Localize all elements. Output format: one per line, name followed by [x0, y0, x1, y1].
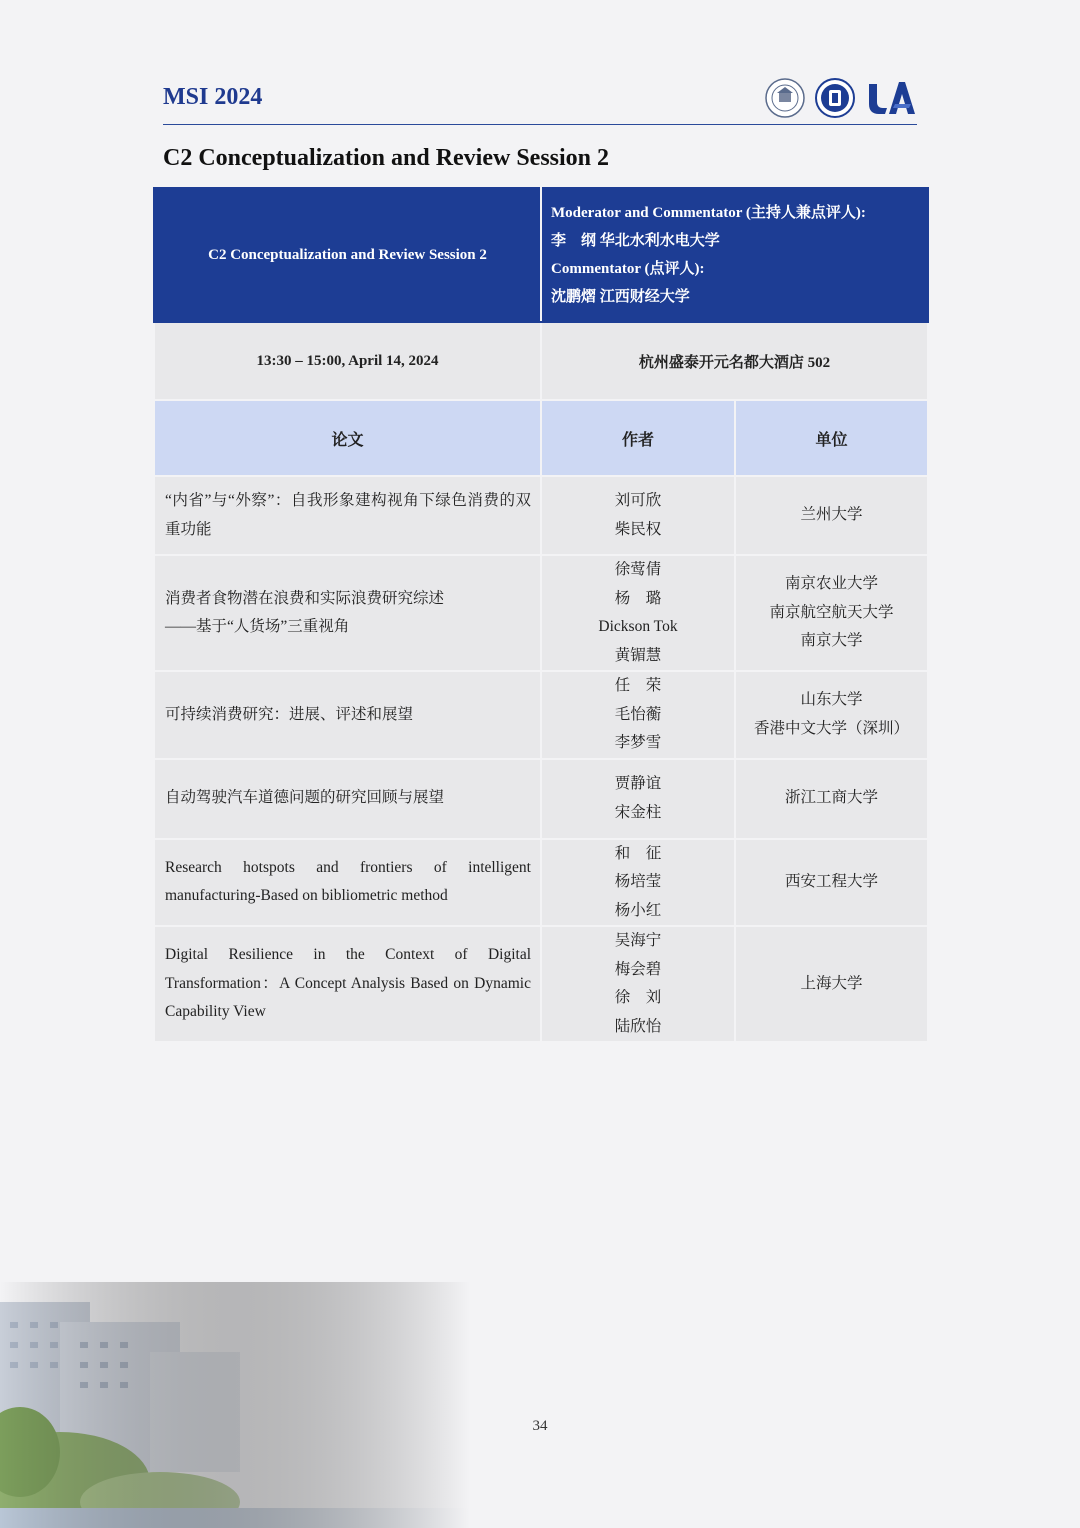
commentator-name: 沈鹏熠 江西财经大学: [551, 289, 690, 305]
ua-logo: [865, 78, 917, 118]
author-name: 和 征: [614, 844, 662, 862]
table-row: [154, 476, 928, 555]
paper-title-line: 消费者食物潜在浪费和实际浪费研究综述: [165, 589, 445, 607]
moderator-label: Moderator and Commentator (主持人兼点评人):: [551, 205, 866, 221]
paper-affiliations: [735, 926, 928, 1042]
paper-affiliations: [735, 759, 928, 839]
table-row: [154, 555, 928, 671]
brand-title: MSI 2024: [163, 84, 263, 110]
author-name: 黄镅慧: [614, 646, 662, 664]
page-header: [163, 72, 917, 125]
author-name: 吴海宁: [614, 932, 662, 949]
page-number: 34: [532, 1418, 548, 1434]
column-header-authors: 作者: [541, 400, 735, 476]
author-name: 陆欣怡: [614, 1017, 662, 1035]
paper-title: 可持续消费研究：进展、评述和展望: [154, 671, 541, 759]
affiliation-name: 浙江工商大学: [785, 789, 879, 807]
moderator-cell: [541, 188, 928, 322]
author-name: 李梦雪: [614, 734, 662, 751]
table-row: [154, 926, 928, 1042]
affiliation-name: 兰州大学: [800, 506, 863, 524]
column-header-row: [154, 400, 928, 476]
session-header-row: [154, 188, 928, 322]
author-name: 徐莺倩: [614, 561, 662, 578]
institute-seal-logo: [815, 78, 855, 118]
session-time: 13:30 – 15:00, April 14, 2024: [154, 322, 541, 400]
affiliation-name: 南京航空航天大学: [769, 603, 894, 621]
session-table: [153, 187, 929, 1043]
paper-title: [154, 555, 541, 671]
column-header-affiliation: 单位: [735, 400, 928, 476]
paper-title: Digital Resilience in the Context of Digital Transformation：A Concept Analysis Based on Dynamic Capability View: [154, 926, 541, 1042]
author-name: 杨培莹: [614, 873, 662, 890]
column-header-paper: 论文: [154, 400, 541, 476]
paper-affiliations: [735, 476, 928, 555]
page-title: C2 Conceptualization and Review Session 2: [163, 145, 610, 171]
paper-authors: [541, 476, 735, 555]
author-name: 徐 刘: [614, 989, 662, 1006]
author-name: 杨 璐: [614, 589, 662, 607]
campus-watermark-image: [0, 1282, 470, 1528]
moderator-name: 李 纲 华北水利水电大学: [551, 233, 720, 249]
paper-authors: [541, 671, 735, 759]
affiliation-name: 山东大学: [800, 691, 863, 709]
affiliation-name: 南京大学: [800, 632, 863, 650]
paper-title: 自动驾驶汽车道德问题的研究回顾与展望: [154, 759, 541, 839]
university-seal-logo: [765, 78, 805, 118]
affiliation-name: 香港中文大学（深圳）: [754, 719, 910, 737]
author-name: 杨小红: [614, 901, 662, 919]
author-name: 毛怡蘅: [614, 705, 662, 723]
paper-affiliations: [735, 671, 928, 759]
commentator-label: Commentator (点评人):: [551, 261, 705, 277]
paper-affiliations: [735, 555, 928, 671]
affiliation-name: 西安工程大学: [785, 873, 879, 890]
author-name: 刘可欣: [614, 492, 662, 509]
logo-group: [765, 76, 917, 120]
time-venue-row: [154, 322, 928, 400]
paper-affiliations: [735, 839, 928, 927]
paper-authors: [541, 759, 735, 839]
author-name: 任 荣: [614, 677, 662, 694]
paper-authors: [541, 839, 735, 927]
paper-title-line: ——基于“人货场”三重视角: [165, 618, 350, 635]
author-name: 柴民权: [614, 520, 662, 538]
affiliation-name: 上海大学: [800, 974, 863, 992]
affiliation-name: 南京农业大学: [785, 575, 879, 593]
author-name: 贾静谊: [614, 775, 662, 792]
session-title: C2 Conceptualization and Review Session 2: [154, 188, 541, 322]
author-name: Dickson Tok: [598, 618, 678, 635]
table-row: [154, 839, 928, 927]
table-row: [154, 759, 928, 839]
paper-authors: [541, 555, 735, 671]
session-venue: 杭州盛泰开元名都大酒店 502: [541, 322, 928, 400]
paper-title: Research hotspots and frontiers of intelligent manufacturing-Based on bibliometric method: [154, 839, 541, 927]
author-name: 宋金柱: [614, 803, 662, 821]
paper-authors: [541, 926, 735, 1042]
paper-title: “内省”与“外察”：自我形象建构视角下绿色消费的双重功能: [154, 476, 541, 555]
table-row: [154, 671, 928, 759]
author-name: 梅会碧: [614, 960, 662, 978]
